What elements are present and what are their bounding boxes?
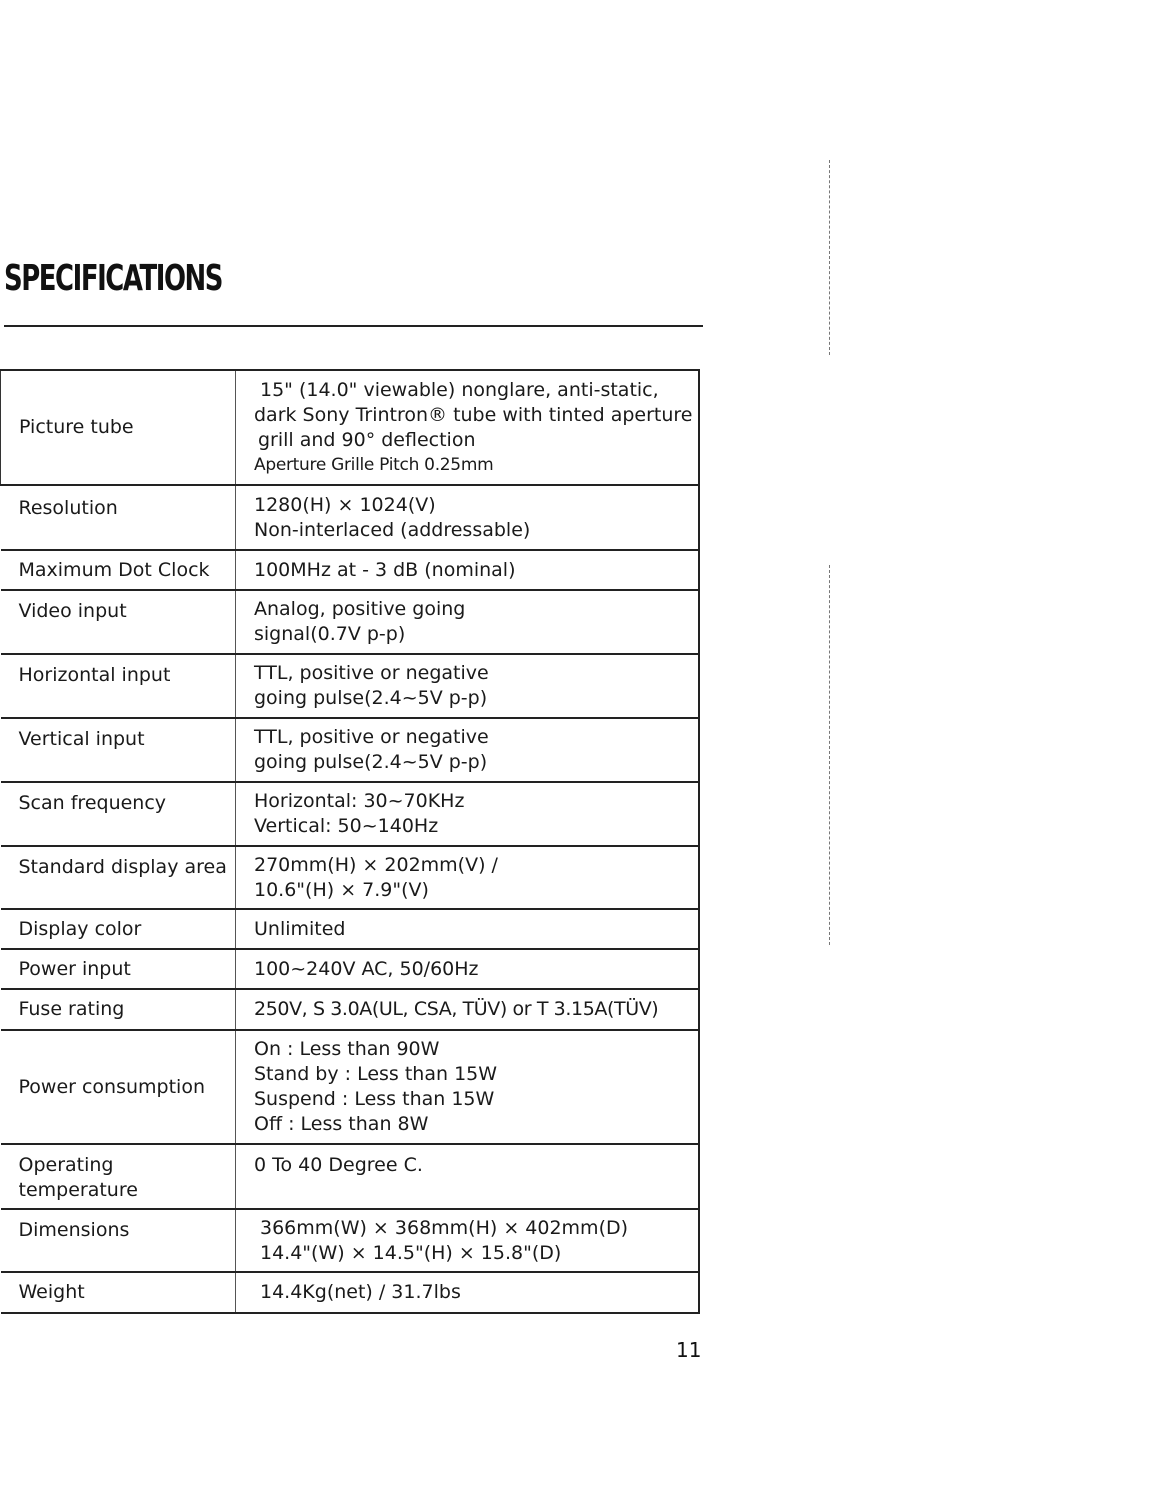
scan-margin-mark: [829, 160, 830, 355]
table-row: [1, 550, 700, 590]
spec-label: Resolution: [1, 485, 236, 550]
spec-value: [236, 590, 700, 654]
spec-value-line: Unlimited: [254, 917, 346, 940]
table-row: [1, 782, 700, 846]
spec-label: Display color: [1, 909, 236, 949]
spec-label: Standard display area: [1, 846, 236, 909]
spec-value: [236, 989, 700, 1030]
spec-value-line: On : Less than 90W: [254, 1038, 440, 1060]
spec-value-line: dark Sony Trintron® tube with tinted aperture: [254, 403, 693, 426]
spec-value-line: Non-interlaced (addressable): [254, 518, 531, 541]
spec-label: Picture tube: [1, 370, 236, 485]
spec-value-line: 15" (14.0" viewable) nonglare, anti-static,: [260, 378, 659, 401]
spec-value: [236, 949, 700, 989]
spec-value-line: 366mm(W) × 368mm(H) × 402mm(D): [260, 1216, 629, 1239]
spec-value: [236, 370, 700, 485]
spec-value: [236, 654, 700, 718]
spec-label: Scan frequency: [1, 782, 236, 846]
spec-value-line: 100~240V AC, 50/60Hz: [254, 957, 479, 980]
spec-value-line: Horizontal: 30~70KHz: [254, 790, 465, 812]
table-row: [1, 1209, 700, 1272]
table-row: [1, 1144, 700, 1209]
spec-value-line: 100MHz at - 3 dB (nominal): [254, 558, 516, 581]
spec-label: Dimensions: [1, 1209, 236, 1272]
spec-value-line: 1280(H) × 1024(V): [254, 493, 436, 516]
table-row: [1, 590, 700, 654]
specifications-table: [0, 369, 700, 1314]
spec-value-line: Off : Less than 8W: [254, 1113, 429, 1135]
spec-label: Fuse rating: [1, 989, 236, 1030]
spec-value-line: 14.4Kg(net) / 31.7lbs: [260, 1281, 461, 1303]
spec-value-line: Vertical: 50~140Hz: [254, 815, 439, 837]
spec-label-line: Operating: [18, 1154, 114, 1176]
spec-value: [236, 782, 700, 846]
spec-label: Maximum Dot Clock: [1, 550, 236, 590]
spec-value-line: TTL, positive or negative: [254, 726, 489, 748]
spec-value-line: 10.6"(H) × 7.9"(V): [254, 878, 429, 901]
spec-label: [1, 1144, 236, 1209]
spec-value-line: Stand by : Less than 15W: [254, 1063, 498, 1085]
table-row: [1, 1030, 700, 1144]
spec-value-line: Aperture Grille Pitch 0.25mm: [254, 454, 494, 475]
table-row: [1, 485, 700, 550]
spec-value-line: 14.4"(W) × 14.5"(H) × 15.8"(D): [260, 1241, 562, 1264]
table-row: [1, 370, 700, 485]
table-row: [1, 846, 700, 909]
spec-label-line: temperature: [18, 1179, 138, 1201]
spec-label: Video input: [1, 590, 236, 654]
spec-value: [236, 1272, 700, 1313]
table-row: [1, 949, 700, 989]
spec-value-line: 0 To 40 Degree C.: [254, 1154, 423, 1176]
spec-value-line: 250V, S 3.0A(UL, CSA, TÜV) or T 3.15A(TÜV): [254, 998, 659, 1020]
table-row: [1, 909, 700, 949]
scan-margin-mark: [829, 565, 830, 945]
spec-value-line: Analog, positive going: [254, 598, 466, 620]
spec-label: Weight: [1, 1272, 236, 1313]
spec-value: [236, 846, 700, 909]
table-row: [1, 718, 700, 782]
table-row: [1, 989, 700, 1030]
spec-label: Power input: [1, 949, 236, 989]
spec-value: [236, 1209, 700, 1272]
spec-value: [236, 909, 700, 949]
spec-value-line: going pulse(2.4~5V p-p): [254, 687, 488, 709]
table-row: [1, 1272, 700, 1313]
spec-value: [236, 485, 700, 550]
spec-label: Power consumption: [1, 1030, 236, 1144]
spec-value-line: TTL, positive or negative: [254, 662, 489, 684]
spec-value-line: grill and 90° deflection: [258, 428, 476, 451]
spec-value-line: signal(0.7V p-p): [254, 623, 406, 645]
spec-label: Vertical input: [1, 718, 236, 782]
page-number: 11: [676, 1338, 702, 1362]
page-title: SPECIFICATIONS: [4, 258, 223, 299]
table-row: [1, 654, 700, 718]
spec-value-line: 270mm(H) × 202mm(V) /: [254, 853, 498, 876]
spec-value: [236, 550, 700, 590]
spec-label: Horizontal input: [1, 654, 236, 718]
spec-value: [236, 1030, 700, 1144]
spec-value-line: Suspend : Less than 15W: [254, 1088, 495, 1110]
spec-value: [236, 1144, 700, 1209]
title-rule: [4, 325, 703, 327]
spec-value-line: going pulse(2.4~5V p-p): [254, 751, 488, 773]
spec-value: [236, 718, 700, 782]
